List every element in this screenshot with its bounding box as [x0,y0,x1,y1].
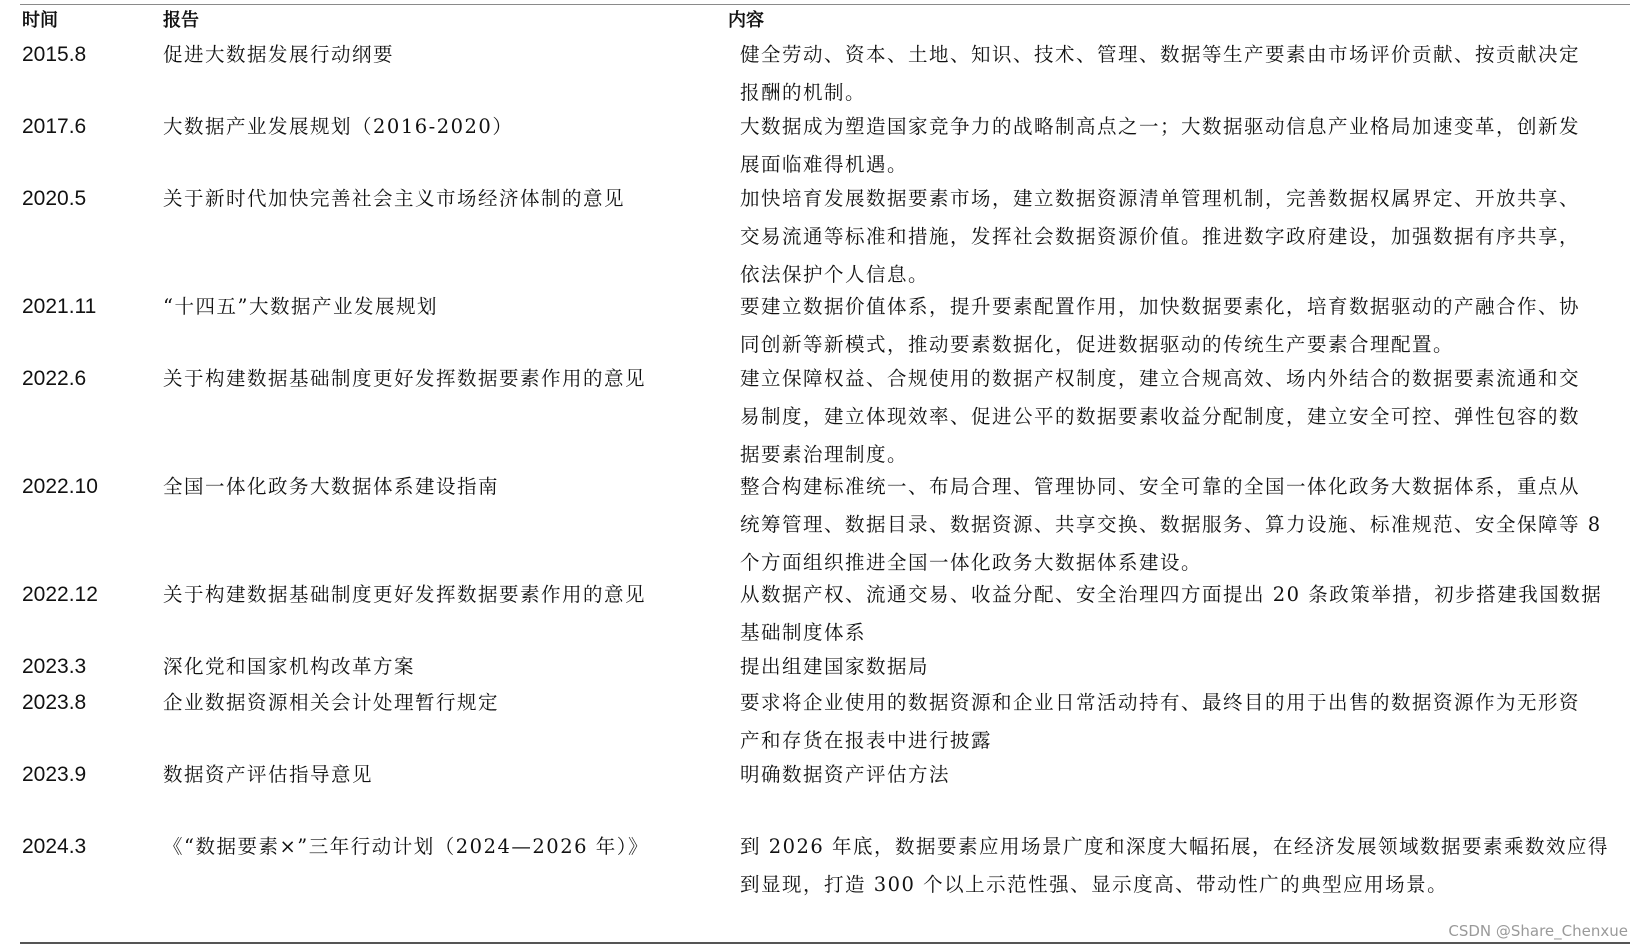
row-time: 2015.8 [22,43,87,66]
row-report: 全国一体化政务大数据体系建设指南 [163,475,500,498]
row-report: “十四五”大数据产业发展规划 [163,295,438,318]
row-report: 企业数据资源相关会计处理暂行规定 [163,691,500,714]
row-time: 2023.8 [22,691,87,714]
row-content [740,36,1635,112]
row-content [740,180,1635,294]
row-report: 《“数据要素×”三年行动计划（2024—2026 年）》 [163,835,649,858]
content-line: 个方面组织推进全国一体化政务大数据体系建设。 [740,551,1203,574]
header-time: 时间 [22,10,58,31]
row-content [740,360,1635,474]
content-line: 要建立数据价值体系，提升要素配置作用，加快数据要素化，培育数据驱动的产融合作、协 [740,295,1581,318]
row-content [740,828,1635,904]
row-time: 2020.5 [22,187,87,210]
row-time: 2022.6 [22,367,87,390]
row-report: 深化党和国家机构改革方案 [163,655,416,678]
row-report: 关于构建数据基础制度更好发挥数据要素作用的意见 [163,583,647,606]
row-time: 2021.11 [22,295,97,318]
content-line: 产和存货在报表中进行披露 [740,729,993,752]
row-time: 2023.3 [22,655,87,678]
content-line: 到 2026 年底，数据要素应用场景广度和深度大幅拓展，在经济发展领域数据要素乘数效应得 [740,835,1610,858]
row-content [740,108,1635,184]
row-time: 2022.10 [22,475,98,498]
header-report: 报告 [163,10,199,31]
row-time: 2024.3 [22,835,87,858]
row-time: 2017.6 [22,115,87,138]
row-report: 数据资产评估指导意见 [163,763,374,786]
content-line: 展面临难得机遇。 [740,153,909,176]
content-line: 要求将企业使用的数据资源和企业日常活动持有、最终目的用于出售的数据资源作为无形资 [740,691,1581,714]
header-content: 内容 [728,10,764,31]
content-line: 据要素治理制度。 [740,443,909,466]
row-content [740,684,1635,760]
content-line: 到显现，打造 300 个以上示范性强、显示度高、带动性广的典型应用场景。 [740,873,1449,896]
content-line: 基础制度体系 [740,621,867,644]
row-report: 关于构建数据基础制度更好发挥数据要素作用的意见 [163,367,647,390]
row-report: 促进大数据发展行动纲要 [163,43,395,66]
content-line: 交易流通等标准和措施，发挥社会数据资源价值。推进数字政府建设，加强数据有序共享， [740,225,1581,248]
content-line: 从数据产权、流通交易、收益分配、安全治理四方面提出 20 条政策举措，初步搭建我国数据 [740,583,1603,606]
row-content [740,468,1635,582]
content-line: 同创新等新模式，推动要素数据化，促进数据驱动的传统生产要素合理配置。 [740,333,1455,356]
content-line: 依法保护个人信息。 [740,263,930,286]
content-line: 提出组建国家数据局 [740,655,930,678]
content-line: 报酬的机制。 [740,81,867,104]
content-line: 建立保障权益、合规使用的数据产权制度，建立合规高效、场内外结合的数据要素流通和交 [740,367,1581,390]
row-content [740,288,1635,364]
content-line: 明确数据资产评估方法 [740,763,951,786]
top-divider [20,4,1630,5]
content-line: 加快培育发展数据要素市场，建立数据资源清单管理机制，完善数据权属界定、开放共享、 [740,187,1581,210]
row-report: 大数据产业发展规划（2016-2020） [163,115,514,138]
row-report: 关于新时代加快完善社会主义市场经济体制的意见 [163,187,626,210]
content-line: 大数据成为塑造国家竞争力的战略制高点之一；大数据驱动信息产业格局加速变革，创新发 [740,115,1581,138]
row-content [740,648,1635,686]
content-line: 易制度，建立体现效率、促进公平的数据要素收益分配制度，建立安全可控、弹性包容的数 [740,405,1581,428]
row-time: 2023.9 [22,763,87,786]
content-line: 统筹管理、数据目录、数据资源、共享交换、数据服务、算力设施、标准规范、安全保障等 8 [740,513,1602,536]
watermark-text: CSDN @Share_Chenxue [1448,922,1628,940]
bottom-divider [20,942,1630,944]
content-line: 健全劳动、资本、土地、知识、技术、管理、数据等生产要素由市场评价贡献、按贡献决定 [740,43,1581,66]
row-content [740,756,1635,794]
content-line: 整合构建标准统一、布局合理、管理协同、安全可靠的全国一体化政务大数据体系，重点从 [740,475,1581,498]
row-content [740,576,1635,652]
row-time: 2022.12 [22,583,98,606]
table-header [0,0,1642,36]
